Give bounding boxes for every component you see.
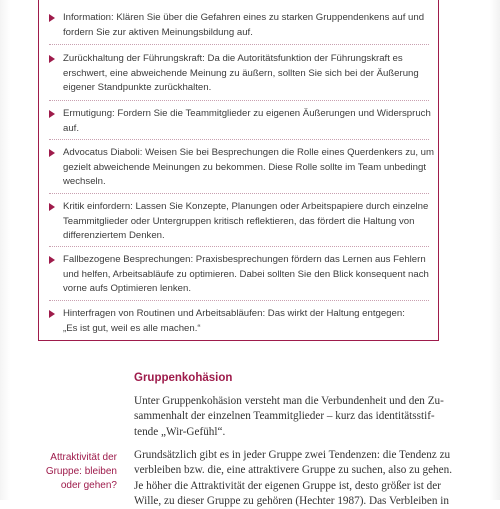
triangle-bullet-icon [49, 55, 55, 63]
list-item-line: „Es ist gut, weil es alle machen.“ [63, 322, 201, 334]
list-item-line: Information: Klären Sie über die Gefahren eines zu starken Gruppendenkens auf und [63, 12, 425, 23]
triangle-bullet-icon [49, 110, 55, 118]
divider [49, 44, 429, 45]
triangle-bullet-icon [49, 203, 55, 211]
paragraph-line: Grundsätzlich gibt es in jeder Gruppe zwei Tendenzen: die Tendenz zu [134, 449, 451, 461]
list-item-line: Ermutigung: Fordern Sie die Teammitglieder zu eigenen Äußerungen und Widerspruch [63, 108, 431, 119]
list-item-line: differenziertem Denken. [63, 230, 165, 241]
list-item-line: fordern Sie zur aktiven Meinungsbildung auf. [63, 26, 253, 38]
list-item [49, 146, 434, 190]
divider [49, 139, 429, 140]
paragraph-line: verbleiben bzw. die, eine attraktivere Gruppe zu suchen, also zu gehen. [134, 464, 452, 477]
paragraph-line: Wille, zu dieser Gruppe zu gehören (Hechter 1987). Das Verbleiben in [134, 494, 449, 507]
paragraph-line: sammenhalt der einzelnen Teammitglieder – kurz das identitätsstif- [134, 410, 435, 423]
list-item-line: Zurückhaltung der Führungskraft: Da die Autoritätsfunktion der Führungskraft es [63, 53, 403, 64]
list-item [49, 11, 429, 40]
list-item [49, 52, 429, 96]
margin-note-line: Attraktivität der [50, 452, 117, 463]
triangle-bullet-icon [49, 14, 55, 22]
list-item-line: Advocatus Diaboli: Weisen Sie bei Besprechungen die Rolle eines Querdenkers zu, um [63, 147, 434, 158]
divider [49, 300, 429, 301]
divider [49, 100, 429, 101]
section-heading: Gruppenkohäsion [134, 372, 233, 384]
triangle-bullet-icon [49, 310, 55, 318]
list-item [49, 200, 429, 244]
list-item [49, 107, 429, 136]
list-item-line: erschwert, eine abweichende Meinung zu äußern, sollten Sie sich bei der Äußerung [63, 67, 419, 79]
list-item-line: Kritik einfordern: Lassen Sie Konzepte, Planungen oder Arbeitspapiere durch einzelne [63, 201, 429, 212]
margin-note [17, 451, 117, 494]
list-item-line: vorne aufs Optimieren lenken. [63, 283, 191, 294]
list-item [49, 307, 429, 336]
list-item-line: Teammitglieder oder Untergruppen kritisch reflektieren, das fördert die Haltung von [63, 215, 415, 227]
margin-note-line: oder gehen? [60, 480, 117, 492]
list-item [49, 253, 429, 297]
triangle-bullet-icon [49, 149, 55, 157]
list-item-line: Fallbezogene Besprechungen: Praxisbesprechungen fördern das Lernen aus Fehlern [63, 254, 426, 265]
paragraph-line: tende „Wir-Gefühl“. [134, 425, 226, 438]
divider [49, 193, 429, 194]
recommendation-box [38, 0, 439, 341]
list-item-line: wechseln. [63, 176, 106, 187]
list-item-line: auf. [63, 122, 80, 134]
list-item-line: eigener Standpunkte zurückhalten. [63, 82, 212, 93]
list-item-line: gezielt abweichende Meinungen zu bekommen. Diese Rolle sollte im Team unbedingt [63, 161, 426, 173]
margin-note-line: Gruppe: bleiben [45, 466, 117, 478]
divider [49, 246, 429, 247]
list-item-line: und helfen, Arbeitsabläufe zu optimieren. Dabei sollten Sie den Blick konsequent nach [63, 268, 429, 280]
paragraph-line: Unter Gruppenkohäsion versteht man die Verbundenheit und den Zu- [134, 395, 444, 407]
list-item-line: Hinterfragen von Routinen und Arbeitsabläufen: Das wirkt der Haltung entgegen: [63, 308, 405, 319]
paragraph-intro [134, 394, 444, 440]
triangle-bullet-icon [49, 256, 55, 264]
paragraph-line: Je höher die Attraktivität der eigenen Gruppe ist, desto größer ist der [134, 479, 441, 492]
